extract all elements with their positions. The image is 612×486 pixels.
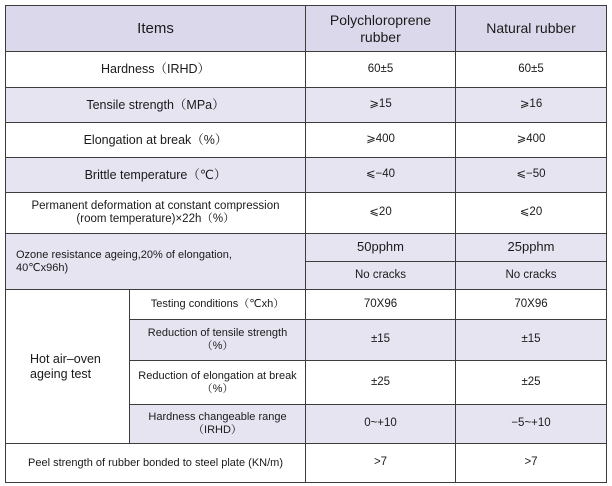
ozone-label-line2: 40℃x96h) [16, 261, 69, 274]
compression-label-line1: Permanent deformation at constant compression [31, 199, 280, 212]
table-row-brittle [6, 158, 607, 193]
compression-value-natural: ⩽20 [456, 193, 607, 234]
tensile-value-polychloroprene: ⩾15 [306, 88, 456, 123]
hardness-change-label-line2: （IRHD） [193, 424, 242, 436]
brittle-label: Brittle temperature（℃） [6, 158, 306, 193]
compression-value-polychloroprene: ⩽20 [306, 193, 456, 234]
header-row [6, 6, 607, 52]
hardness-value-polychloroprene: 60±5 [306, 52, 456, 88]
hardness-change-label-line1: Hardness changeable range [148, 411, 287, 424]
ozone-concentration-natural: 25pphm [456, 234, 607, 262]
tensile-reduction-polychloroprene: ±15 [306, 320, 456, 361]
table-row-elongation [6, 123, 607, 158]
ozone-concentration-polychloroprene: 50pphm [306, 234, 456, 262]
table-row-testing-conditions [6, 290, 607, 320]
hardness-value-natural: 60±5 [456, 52, 607, 88]
table-row-hardness [6, 52, 607, 88]
ozone-label-line1: Ozone resistance ageing,20% of elongation, [16, 248, 232, 261]
hardness-label: Hardness（IRHD） [6, 52, 306, 88]
tensile-reduction-natural: ±15 [456, 320, 607, 361]
testing-conditions-polychloroprene: 70X96 [306, 290, 456, 320]
elongation-value-natural: ⩾400 [456, 123, 607, 158]
brittle-value-polychloroprene: ⩽−40 [306, 158, 456, 193]
hardness-change-label [130, 405, 306, 444]
tensile-reduction-label [130, 320, 306, 361]
ozone-result-natural: No cracks [456, 262, 607, 290]
properties-table [5, 5, 607, 483]
ozone-label [6, 234, 306, 290]
table-row-ozone-concentration [6, 234, 607, 262]
table-row-tensile [6, 88, 607, 123]
compression-label [6, 193, 306, 234]
elongation-reduction-label-line1: Reduction of elongation at break [138, 369, 297, 382]
testing-conditions-label: Testing conditions（℃xh） [130, 290, 306, 320]
table-row-peel [6, 444, 607, 483]
compression-label-line2: (room temperature)×22h（%） [76, 213, 235, 225]
header-items: Items [6, 6, 306, 52]
header-polychloroprene [306, 6, 456, 52]
hot-air-label-line1: Hot air–oven [30, 352, 101, 367]
elongation-reduction-polychloroprene: ±25 [306, 361, 456, 405]
elongation-label: Elongation at break（%） [6, 123, 306, 158]
header-polychloroprene-label: Polychloroprene rubber [329, 12, 432, 45]
tensile-label: Tensile strength（MPa） [6, 88, 306, 123]
table-row-compression [6, 193, 607, 234]
testing-conditions-natural: 70X96 [456, 290, 607, 320]
hot-air-label-line2: ageing test [30, 366, 92, 381]
brittle-value-natural: ⩽−50 [456, 158, 607, 193]
ozone-result-polychloroprene: No cracks [306, 262, 456, 290]
peel-value-natural: >7 [456, 444, 607, 483]
elongation-reduction-natural: ±25 [456, 361, 607, 405]
elongation-value-polychloroprene: ⩾400 [306, 123, 456, 158]
hardness-change-polychloroprene: 0~+10 [306, 405, 456, 444]
peel-label: Peel strength of rubber bonded to steel plate (KN/m) [6, 444, 306, 483]
hardness-change-natural: −5~+10 [456, 405, 607, 444]
peel-value-polychloroprene: >7 [306, 444, 456, 483]
tensile-reduction-label-line1: Reduction of tensile strength [147, 327, 288, 340]
elongation-reduction-label [130, 361, 306, 405]
header-natural-rubber: Natural rubber [456, 6, 607, 52]
tensile-value-natural: ⩾16 [456, 88, 607, 123]
tensile-reduction-label-line2: （%） [201, 340, 234, 352]
hot-air-label [6, 290, 130, 444]
elongation-reduction-label-line2: （%） [201, 382, 234, 395]
